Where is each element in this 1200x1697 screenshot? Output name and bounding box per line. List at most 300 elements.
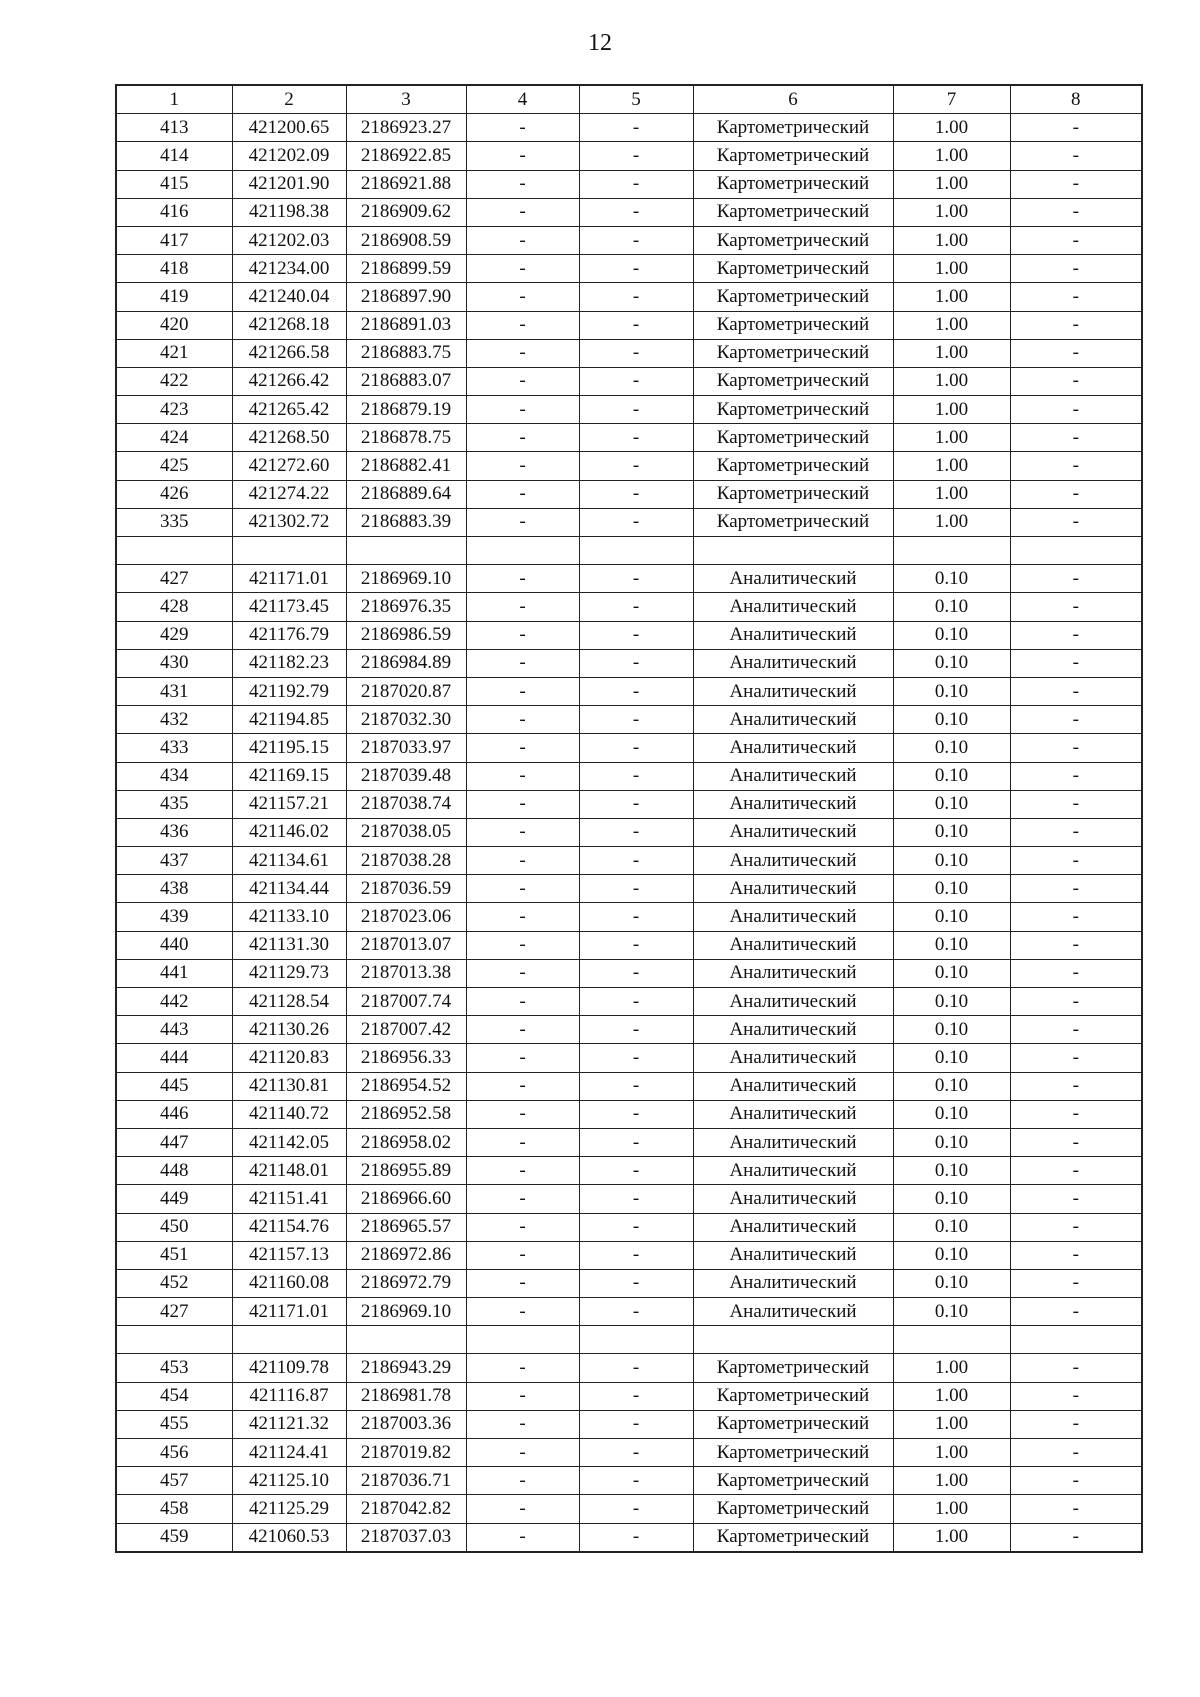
table-cell-col-4: -	[466, 480, 579, 508]
table-cell-col-7: 0.10	[893, 1157, 1010, 1185]
table-cell-col-8: -	[1010, 508, 1142, 536]
table-cell-col-2: 421240.04	[232, 283, 346, 311]
table-cell-col-3: 2187020.87	[346, 677, 466, 705]
table-cell-col-4: -	[466, 311, 579, 339]
table-cell-col-8: -	[1010, 1016, 1142, 1044]
table-cell-col-4: -	[466, 1410, 579, 1438]
table-cell-col-4: -	[466, 565, 579, 593]
table-cell-col-1: 427	[116, 565, 232, 593]
table-cell-col-6: Аналитический	[693, 1100, 893, 1128]
table-cell-col-1: 413	[116, 114, 232, 142]
table-cell-col-2: 421130.81	[232, 1072, 346, 1100]
table-cell-col-6: Картометрический	[693, 198, 893, 226]
table-cell-col-8: -	[1010, 226, 1142, 254]
table-cell-col-3: 2186883.75	[346, 339, 466, 367]
table-cell-col-4: -	[466, 367, 579, 395]
table-cell-col-1: 436	[116, 818, 232, 846]
table-cell-col-8: -	[1010, 988, 1142, 1016]
table-cell-col-8: -	[1010, 311, 1142, 339]
table-cell-col-3: 2186921.88	[346, 170, 466, 198]
table-cell-col-1	[116, 1326, 232, 1354]
table-cell-col-5: -	[579, 1382, 693, 1410]
table-cell-col-2: 421173.45	[232, 593, 346, 621]
table-cell-col-5: -	[579, 452, 693, 480]
table-cell-col-7: 0.10	[893, 903, 1010, 931]
table-cell-col-5: -	[579, 903, 693, 931]
table-cell-col-3: 2187023.06	[346, 903, 466, 931]
table-row	[116, 959, 1142, 987]
table-cell-col-2: 421146.02	[232, 818, 346, 846]
table-cell-col-2: 421234.00	[232, 255, 346, 283]
table-row	[116, 1298, 1142, 1326]
table-cell-col-5: -	[579, 283, 693, 311]
table-cell-col-1	[116, 537, 232, 565]
table-row	[116, 1241, 1142, 1269]
column-header-7: 7	[893, 85, 1010, 114]
table-cell-col-8: -	[1010, 1439, 1142, 1467]
table-cell-col-1: 438	[116, 875, 232, 903]
table-cell-col-7: 1.00	[893, 1467, 1010, 1495]
table-cell-col-7: 1.00	[893, 170, 1010, 198]
table-cell-col-6: Аналитический	[693, 1128, 893, 1156]
table-cell-col-5: -	[579, 1439, 693, 1467]
table-cell-col-1: 433	[116, 734, 232, 762]
table-cell-col-8: -	[1010, 959, 1142, 987]
table-cell-col-2: 421125.10	[232, 1467, 346, 1495]
table-cell-col-4: -	[466, 1241, 579, 1269]
table-cell-col-4: -	[466, 1298, 579, 1326]
table-cell-col-6: Картометрический	[693, 452, 893, 480]
column-header-4: 4	[466, 85, 579, 114]
table-row	[116, 198, 1142, 226]
table-row	[116, 649, 1142, 677]
table-cell-col-1: 423	[116, 396, 232, 424]
table-cell-col-3: 2186923.27	[346, 114, 466, 142]
table-cell-col-6: Аналитический	[693, 734, 893, 762]
table-cell-col-4: -	[466, 1072, 579, 1100]
table-row	[116, 818, 1142, 846]
table-row	[116, 367, 1142, 395]
table-cell-col-2: 421195.15	[232, 734, 346, 762]
table-cell-col-6: Аналитический	[693, 1298, 893, 1326]
table-cell-col-8: -	[1010, 396, 1142, 424]
table-cell-col-8: -	[1010, 762, 1142, 790]
column-header-8: 8	[1010, 85, 1142, 114]
table-cell-col-2: 421128.54	[232, 988, 346, 1016]
table-cell-col-2: 421157.13	[232, 1241, 346, 1269]
table-cell-col-8: -	[1010, 114, 1142, 142]
table-cell-col-1: 452	[116, 1269, 232, 1297]
table-cell-col-8: -	[1010, 593, 1142, 621]
table-cell-col-1: 421	[116, 339, 232, 367]
table-row	[116, 396, 1142, 424]
table-cell-col-1: 457	[116, 1467, 232, 1495]
table-cell-col-2: 421125.29	[232, 1495, 346, 1523]
table-cell-col-4: -	[466, 142, 579, 170]
table-row	[116, 114, 1142, 142]
table-cell-col-8: -	[1010, 1044, 1142, 1072]
table-cell-col-1: 428	[116, 593, 232, 621]
table-row	[116, 1495, 1142, 1523]
table-cell-col-3: 2187036.59	[346, 875, 466, 903]
table-cell-col-7: 0.10	[893, 931, 1010, 959]
table-cell-col-2: 421266.58	[232, 339, 346, 367]
table-cell-col-2: 421198.38	[232, 198, 346, 226]
table-cell-col-6: Картометрический	[693, 367, 893, 395]
table-cell-col-4	[466, 537, 579, 565]
table-cell-col-6	[693, 1326, 893, 1354]
table-cell-col-5: -	[579, 311, 693, 339]
table-cell-col-3: 2187019.82	[346, 1439, 466, 1467]
table-cell-col-5: -	[579, 480, 693, 508]
table-cell-col-1: 434	[116, 762, 232, 790]
table-cell-col-2: 421109.78	[232, 1354, 346, 1382]
table-cell-col-8: -	[1010, 1354, 1142, 1382]
coordinates-table	[115, 84, 1143, 1553]
table-cell-col-8: -	[1010, 1241, 1142, 1269]
table-cell-col-7: 1.00	[893, 311, 1010, 339]
table-cell-col-2: 421200.65	[232, 114, 346, 142]
table-row	[116, 480, 1142, 508]
table-row	[116, 452, 1142, 480]
table-cell-col-7: 1.00	[893, 1382, 1010, 1410]
table-cell-col-8: -	[1010, 649, 1142, 677]
table-cell-col-1: 440	[116, 931, 232, 959]
table-cell-col-2: 421134.61	[232, 847, 346, 875]
table-cell-col-7: 0.10	[893, 959, 1010, 987]
table-cell-col-7: 0.10	[893, 649, 1010, 677]
table-cell-col-4: -	[466, 1495, 579, 1523]
table-cell-col-5: -	[579, 1185, 693, 1213]
table-cell-col-8: -	[1010, 903, 1142, 931]
table-cell-col-7: 0.10	[893, 1044, 1010, 1072]
table-row	[116, 1185, 1142, 1213]
table-row	[116, 1439, 1142, 1467]
column-header-6: 6	[693, 85, 893, 114]
table-cell-col-1: 427	[116, 1298, 232, 1326]
table-cell-col-4: -	[466, 170, 579, 198]
table-cell-col-6: Аналитический	[693, 593, 893, 621]
table-row	[116, 593, 1142, 621]
table-cell-col-5: -	[579, 1072, 693, 1100]
table-cell-col-5: -	[579, 1354, 693, 1382]
table-cell-col-6: Картометрический	[693, 339, 893, 367]
table-row	[116, 1100, 1142, 1128]
table-cell-col-6: Аналитический	[693, 1185, 893, 1213]
table-cell-col-1: 415	[116, 170, 232, 198]
table-cell-col-8: -	[1010, 1213, 1142, 1241]
table-cell-col-4: -	[466, 508, 579, 536]
table-cell-col-8: -	[1010, 677, 1142, 705]
table-cell-col-5: -	[579, 734, 693, 762]
table-cell-col-3: 2187038.28	[346, 847, 466, 875]
table-cell-col-3: 2186897.90	[346, 283, 466, 311]
table-cell-col-7: 1.00	[893, 226, 1010, 254]
table-cell-col-2	[232, 1326, 346, 1354]
table-cell-col-2: 421202.09	[232, 142, 346, 170]
table-cell-col-2: 421302.72	[232, 508, 346, 536]
table-cell-col-2: 421192.79	[232, 677, 346, 705]
table-cell-col-5: -	[579, 339, 693, 367]
table-cell-col-1: 449	[116, 1185, 232, 1213]
table-cell-col-3: 2186969.10	[346, 1298, 466, 1326]
table-cell-col-1: 447	[116, 1128, 232, 1156]
table-row	[116, 1354, 1142, 1382]
table-cell-col-6: Картометрический	[693, 424, 893, 452]
table-cell-col-6: Аналитический	[693, 1269, 893, 1297]
table-cell-col-4: -	[466, 875, 579, 903]
table-cell-col-6: Картометрический	[693, 283, 893, 311]
table-cell-col-7: 0.10	[893, 1185, 1010, 1213]
table-cell-col-5: -	[579, 988, 693, 1016]
table-cell-col-8: -	[1010, 283, 1142, 311]
table-cell-col-4: -	[466, 903, 579, 931]
table-cell-col-7: 1.00	[893, 1523, 1010, 1552]
table-cell-col-1: 445	[116, 1072, 232, 1100]
table-cell-col-7	[893, 1326, 1010, 1354]
table-cell-col-1: 448	[116, 1157, 232, 1185]
table-cell-col-7: 1.00	[893, 255, 1010, 283]
table-cell-col-8: -	[1010, 1523, 1142, 1552]
table-cell-col-1: 450	[116, 1213, 232, 1241]
table-cell-col-6: Аналитический	[693, 621, 893, 649]
table-cell-col-7: 0.10	[893, 762, 1010, 790]
table-cell-col-7: 0.10	[893, 875, 1010, 903]
table-cell-col-1: 422	[116, 367, 232, 395]
table-row	[116, 706, 1142, 734]
table-cell-col-8	[1010, 1326, 1142, 1354]
table-row	[116, 1044, 1142, 1072]
table-cell-col-4: -	[466, 452, 579, 480]
table-row	[116, 1523, 1142, 1552]
table-cell-col-6: Аналитический	[693, 959, 893, 987]
table-row	[116, 142, 1142, 170]
table-cell-col-1: 430	[116, 649, 232, 677]
table-cell-col-5: -	[579, 565, 693, 593]
table-cell-col-7: 1.00	[893, 1495, 1010, 1523]
table-cell-col-3: 2186899.59	[346, 255, 466, 283]
table-cell-col-8: -	[1010, 198, 1142, 226]
table-cell-col-6: Аналитический	[693, 1157, 893, 1185]
table-cell-col-3: 2186879.19	[346, 396, 466, 424]
table-cell-col-5: -	[579, 706, 693, 734]
table-cell-col-5: -	[579, 1269, 693, 1297]
table-cell-col-1: 458	[116, 1495, 232, 1523]
table-cell-col-4: -	[466, 1269, 579, 1297]
table-cell-col-7: 1.00	[893, 367, 1010, 395]
table-cell-col-1: 424	[116, 424, 232, 452]
table-cell-col-3: 2187007.74	[346, 988, 466, 1016]
table-cell-col-3: 2186986.59	[346, 621, 466, 649]
table-cell-col-7: 0.10	[893, 988, 1010, 1016]
table-row	[116, 311, 1142, 339]
table-cell-col-4	[466, 1326, 579, 1354]
table-cell-col-5: -	[579, 1495, 693, 1523]
table-cell-col-1: 443	[116, 1016, 232, 1044]
table-cell-col-4: -	[466, 847, 579, 875]
table-cell-col-3: 2186956.33	[346, 1044, 466, 1072]
table-cell-col-4: -	[466, 593, 579, 621]
table-cell-col-1: 437	[116, 847, 232, 875]
table-cell-col-6: Картометрический	[693, 114, 893, 142]
table-cell-col-7: 1.00	[893, 114, 1010, 142]
table-cell-col-6: Картометрический	[693, 1439, 893, 1467]
table-cell-col-5: -	[579, 1410, 693, 1438]
table-cell-col-7	[893, 537, 1010, 565]
table-row-separator	[116, 1326, 1142, 1354]
table-row	[116, 1128, 1142, 1156]
table-cell-col-1: 432	[116, 706, 232, 734]
table-cell-col-1: 429	[116, 621, 232, 649]
table-cell-col-8: -	[1010, 931, 1142, 959]
table-cell-col-3: 2186908.59	[346, 226, 466, 254]
table-row	[116, 988, 1142, 1016]
table-cell-col-7: 0.10	[893, 565, 1010, 593]
table-cell-col-4: -	[466, 988, 579, 1016]
table-row	[116, 762, 1142, 790]
table-cell-col-7: 0.10	[893, 1213, 1010, 1241]
table-cell-col-3: 2186889.64	[346, 480, 466, 508]
table-cell-col-7: 1.00	[893, 396, 1010, 424]
table-cell-col-8: -	[1010, 1072, 1142, 1100]
table-cell-col-6: Картометрический	[693, 255, 893, 283]
table-cell-col-3: 2186943.29	[346, 1354, 466, 1382]
table-cell-col-7: 1.00	[893, 424, 1010, 452]
table-cell-col-1: 446	[116, 1100, 232, 1128]
table-cell-col-7: 1.00	[893, 198, 1010, 226]
table-cell-col-3: 2186883.07	[346, 367, 466, 395]
table-cell-col-4: -	[466, 283, 579, 311]
table-cell-col-8: -	[1010, 1410, 1142, 1438]
table-cell-col-1: 435	[116, 790, 232, 818]
table-cell-col-8: -	[1010, 452, 1142, 480]
table-cell-col-2: 421268.18	[232, 311, 346, 339]
table-cell-col-2: 421202.03	[232, 226, 346, 254]
table-row	[116, 847, 1142, 875]
table-cell-col-3: 2186878.75	[346, 424, 466, 452]
table-cell-col-6: Аналитический	[693, 847, 893, 875]
table-row	[116, 508, 1142, 536]
table-cell-col-8: -	[1010, 1298, 1142, 1326]
table-row	[116, 1016, 1142, 1044]
table-cell-col-1: 414	[116, 142, 232, 170]
table-cell-col-4: -	[466, 1382, 579, 1410]
table-cell-col-5: -	[579, 1213, 693, 1241]
table-row	[116, 931, 1142, 959]
table-cell-col-1: 439	[116, 903, 232, 931]
table-cell-col-7: 0.10	[893, 1298, 1010, 1326]
table-cell-col-1: 419	[116, 283, 232, 311]
table-cell-col-2: 421160.08	[232, 1269, 346, 1297]
table-cell-col-5	[579, 537, 693, 565]
table-cell-col-1: 451	[116, 1241, 232, 1269]
table-row	[116, 1157, 1142, 1185]
table-cell-col-5: -	[579, 1128, 693, 1156]
table-cell-col-3: 2186891.03	[346, 311, 466, 339]
table-cell-col-2: 421130.26	[232, 1016, 346, 1044]
table-cell-col-2: 421182.23	[232, 649, 346, 677]
table-cell-col-4: -	[466, 931, 579, 959]
table-cell-col-5: -	[579, 1467, 693, 1495]
table-cell-col-2: 421121.32	[232, 1410, 346, 1438]
table-cell-col-3: 2187038.05	[346, 818, 466, 846]
table-cell-col-7: 0.10	[893, 677, 1010, 705]
table-cell-col-4: -	[466, 959, 579, 987]
table-cell-col-8: -	[1010, 1157, 1142, 1185]
table-cell-col-2: 421134.44	[232, 875, 346, 903]
table-cell-col-7: 0.10	[893, 734, 1010, 762]
table-cell-col-4: -	[466, 1354, 579, 1382]
table-cell-col-1: 425	[116, 452, 232, 480]
table-cell-col-6: Аналитический	[693, 1213, 893, 1241]
table-cell-col-6: Аналитический	[693, 818, 893, 846]
table-cell-col-8: -	[1010, 1467, 1142, 1495]
table-cell-col-7: 1.00	[893, 283, 1010, 311]
column-header-2: 2	[232, 85, 346, 114]
table-cell-col-8: -	[1010, 818, 1142, 846]
table-cell-col-8: -	[1010, 734, 1142, 762]
table-cell-col-5: -	[579, 762, 693, 790]
table-cell-col-4: -	[466, 198, 579, 226]
table-cell-col-2: 421194.85	[232, 706, 346, 734]
column-header-3: 3	[346, 85, 466, 114]
table-row-separator	[116, 537, 1142, 565]
table-cell-col-8	[1010, 537, 1142, 565]
table-row	[116, 790, 1142, 818]
table-cell-col-2: 421124.41	[232, 1439, 346, 1467]
table-cell-col-8: -	[1010, 339, 1142, 367]
column-header-5: 5	[579, 85, 693, 114]
table-cell-col-1: 442	[116, 988, 232, 1016]
table-cell-col-8: -	[1010, 1382, 1142, 1410]
table-cell-col-8: -	[1010, 621, 1142, 649]
table-row	[116, 875, 1142, 903]
table-cell-col-3: 2186976.35	[346, 593, 466, 621]
table-cell-col-8: -	[1010, 1495, 1142, 1523]
table-cell-col-4: -	[466, 1016, 579, 1044]
table-header-row	[116, 85, 1142, 114]
table-row	[116, 903, 1142, 931]
table-cell-col-3: 2187036.71	[346, 1467, 466, 1495]
table-cell-col-6: Картометрический	[693, 170, 893, 198]
table-cell-col-2: 421272.60	[232, 452, 346, 480]
table-cell-col-5: -	[579, 959, 693, 987]
table-cell-col-2: 421142.05	[232, 1128, 346, 1156]
table-cell-col-8: -	[1010, 1100, 1142, 1128]
table-cell-col-7: 0.10	[893, 1128, 1010, 1156]
table-cell-col-3: 2186966.60	[346, 1185, 466, 1213]
table-cell-col-4: -	[466, 790, 579, 818]
table-cell-col-5: -	[579, 1016, 693, 1044]
table-cell-col-4: -	[466, 114, 579, 142]
table-cell-col-6: Картометрический	[693, 480, 893, 508]
table-cell-col-5: -	[579, 255, 693, 283]
table-cell-col-1: 417	[116, 226, 232, 254]
table-cell-col-3: 2187013.07	[346, 931, 466, 959]
table-cell-col-3: 2187013.38	[346, 959, 466, 987]
table-cell-col-4: -	[466, 1100, 579, 1128]
table-cell-col-3: 2186965.57	[346, 1213, 466, 1241]
table-cell-col-2: 421129.73	[232, 959, 346, 987]
table-cell-col-5: -	[579, 508, 693, 536]
table-cell-col-4: -	[466, 706, 579, 734]
table-cell-col-5: -	[579, 649, 693, 677]
table-row	[116, 1410, 1142, 1438]
table-cell-col-5: -	[579, 931, 693, 959]
table-cell-col-1: 416	[116, 198, 232, 226]
table-row	[116, 226, 1142, 254]
table-cell-col-4: -	[466, 677, 579, 705]
